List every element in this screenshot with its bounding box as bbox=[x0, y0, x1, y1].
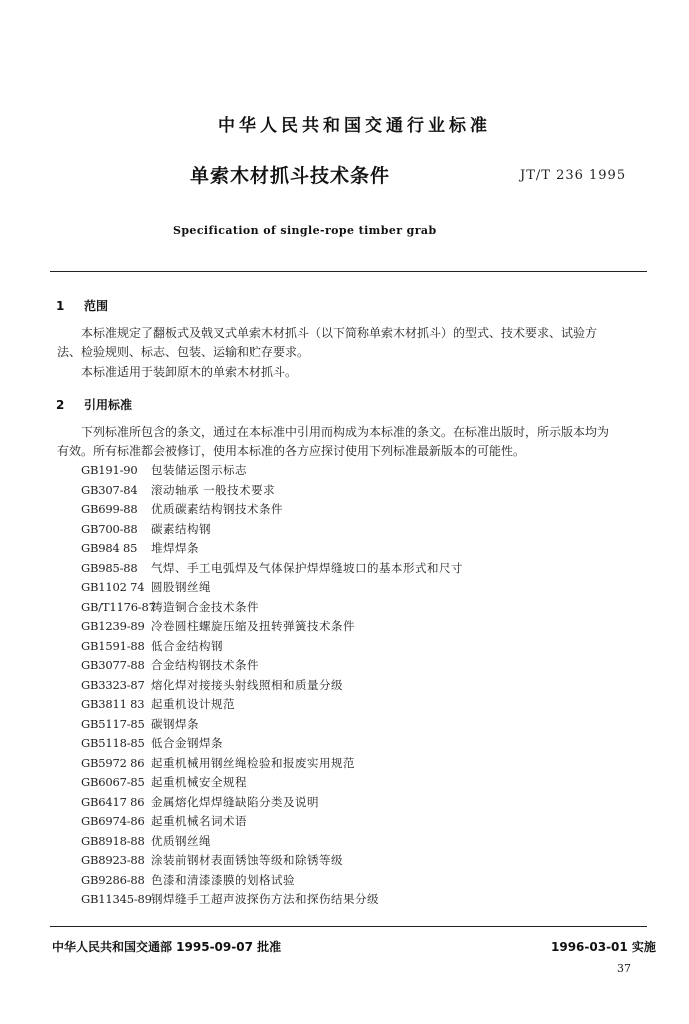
reference-item bbox=[81, 676, 463, 696]
reference-code: GB699-88 bbox=[81, 502, 138, 516]
english-title: Specification of single-rope timber grab bbox=[173, 224, 437, 237]
standard-code: JT/T 236 1995 bbox=[520, 168, 627, 183]
reference-item bbox=[81, 715, 463, 735]
reference-title: 涂装前钢材表面锈蚀等级和除锈等级 bbox=[151, 853, 343, 867]
reference-item bbox=[81, 832, 463, 852]
reference-title: 起重机械用钢丝绳检验和报废实用规范 bbox=[151, 755, 355, 770]
reference-title: 起重机械安全规程 bbox=[151, 775, 247, 789]
section-title: 引用标准 bbox=[84, 398, 133, 412]
paragraph: 本标准规定了翻板式及戟叉式单索木材抓斗（以下简称单索木材抓斗）的型式、技术要求、试验方 bbox=[81, 326, 598, 340]
reference-code: GB307-84 bbox=[81, 482, 138, 497]
reference-title: 优质钢丝绳 bbox=[151, 833, 211, 848]
reference-code: GB985-88 bbox=[81, 560, 138, 575]
reference-item bbox=[81, 539, 463, 559]
reference-code: GB6417 86 bbox=[81, 794, 145, 809]
paragraph: 本标准适用于装卸原木的单索木材抓斗。 bbox=[81, 365, 298, 379]
section-1-heading bbox=[56, 297, 108, 314]
reference-title: 冷卷圆柱螺旋压缩及扭转弹簧技术条件 bbox=[151, 619, 355, 633]
reference-title: 碳素结构钢 bbox=[151, 521, 211, 536]
reference-title: 熔化焊对接接头射线照相和质量分级 bbox=[151, 677, 343, 692]
reference-title: 优质碳素结构钢技术条件 bbox=[151, 502, 283, 516]
reference-item bbox=[81, 890, 463, 910]
standard-organization-heading: 中华人民共和国交通行业标准 bbox=[218, 116, 491, 136]
reference-item bbox=[81, 617, 463, 637]
reference-item bbox=[81, 695, 463, 715]
reference-title: 起重机设计规范 bbox=[151, 697, 235, 711]
reference-item bbox=[81, 851, 463, 871]
reference-code: GB984 85 bbox=[81, 541, 138, 555]
reference-code: GB3077-88 bbox=[81, 658, 145, 672]
reference-item bbox=[81, 793, 463, 813]
reference-title: 色漆和清漆漆膜的划格试验 bbox=[151, 872, 295, 887]
reference-item bbox=[81, 559, 463, 579]
paragraph: 法、检验规则、标志、包装、运输和贮存要求。 bbox=[57, 345, 310, 359]
reference-title: 低合金钢焊条 bbox=[151, 736, 223, 750]
reference-title: 滚动轴承 一般技术要求 bbox=[151, 482, 276, 497]
reference-item bbox=[81, 773, 463, 793]
reference-code: GB6067-85 bbox=[81, 775, 145, 789]
bottom-divider bbox=[50, 926, 647, 927]
reference-item bbox=[81, 754, 463, 774]
reference-title: 气焊、手工电弧焊及气体保护焊焊缝坡口的基本形式和尺寸 bbox=[151, 560, 463, 575]
reference-title: 圆股钢丝绳 bbox=[151, 580, 211, 594]
reference-title: 低合金结构钢 bbox=[151, 638, 223, 653]
paragraph: 有效。所有标准都会被修订，使用本标准的各方应探讨使用下列标准最新版本的可能性。 bbox=[57, 444, 526, 458]
reference-code: GB/T1176-87 bbox=[81, 599, 156, 614]
reference-code: GB1239-89 bbox=[81, 619, 145, 633]
reference-title: 金属熔化焊焊缝缺陷分类及说明 bbox=[151, 794, 319, 809]
page-number: 37 bbox=[617, 962, 631, 975]
reference-code: GB5972 86 bbox=[81, 755, 145, 770]
top-divider bbox=[50, 271, 647, 272]
reference-code: GB1591-88 bbox=[81, 638, 145, 653]
reference-code: GB3811 83 bbox=[81, 697, 145, 711]
reference-item bbox=[81, 500, 463, 520]
reference-item bbox=[81, 481, 463, 501]
document-title: 单索木材抓斗技术条件 bbox=[190, 165, 391, 187]
reference-title: 包装储运图示标志 bbox=[151, 463, 247, 477]
reference-code: GB1102 74 bbox=[81, 580, 145, 594]
reference-code: GB9286-88 bbox=[81, 872, 145, 887]
reference-code: GB191-90 bbox=[81, 463, 138, 477]
reference-item bbox=[81, 520, 463, 540]
section-2-heading bbox=[56, 396, 132, 413]
reference-code: GB5117-85 bbox=[81, 716, 145, 731]
reference-list bbox=[81, 461, 463, 910]
reference-item bbox=[81, 461, 463, 481]
reference-item bbox=[81, 812, 463, 832]
approval-info: 中华人民共和国交通部 1995-09-07 批准 bbox=[52, 940, 282, 954]
reference-item bbox=[81, 578, 463, 598]
reference-item bbox=[81, 734, 463, 754]
reference-title: 钢焊缝手工超声波探伤方法和探伤结果分级 bbox=[151, 892, 379, 906]
reference-code: GB8923-88 bbox=[81, 853, 145, 867]
implementation-date: 1996-03-01 实施 bbox=[551, 940, 656, 954]
reference-code: GB11345-89 bbox=[81, 892, 152, 906]
section-title: 范围 bbox=[84, 299, 109, 313]
reference-item bbox=[81, 598, 463, 618]
reference-code: GB5118-85 bbox=[81, 736, 145, 750]
reference-code: GB3323-87 bbox=[81, 677, 145, 692]
reference-item bbox=[81, 656, 463, 676]
reference-code: GB700-88 bbox=[81, 521, 138, 536]
section-number: 2 bbox=[56, 398, 65, 412]
reference-item bbox=[81, 637, 463, 657]
reference-title: 碳钢焊条 bbox=[151, 716, 199, 731]
paragraph: 下列标准所包含的条文，通过在本标准中引用而构成为本标准的条文。在标准出版时，所示版本均为 bbox=[81, 425, 610, 439]
reference-code: GB6974-86 bbox=[81, 814, 145, 828]
reference-title: 堆焊焊条 bbox=[151, 541, 199, 555]
reference-code: GB8918-88 bbox=[81, 833, 145, 848]
reference-title: 合金结构钢技术条件 bbox=[151, 658, 259, 672]
reference-item bbox=[81, 871, 463, 891]
section-number: 1 bbox=[56, 299, 65, 313]
reference-title: 起重机械名词术语 bbox=[151, 814, 247, 828]
reference-title: 铸造铜合金技术条件 bbox=[151, 599, 259, 614]
